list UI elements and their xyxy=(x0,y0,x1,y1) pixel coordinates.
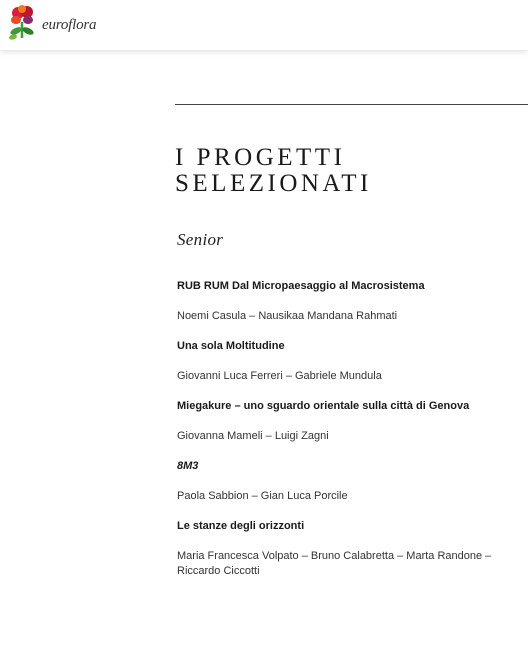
logo-text: euroflora xyxy=(42,17,97,33)
site-header xyxy=(0,0,528,50)
project-authors: Maria Francesca Volpato – Bruno Calabretta – Marta Randone – Riccardo Ciccotti xyxy=(177,550,492,577)
project-item xyxy=(177,459,522,504)
section-title-senior: Senior xyxy=(177,230,224,249)
project-title: Le stanze degli orizzonti xyxy=(177,520,305,532)
page-title-line-2: SELEZIONATI xyxy=(175,170,372,197)
project-authors: Giovanna Mameli – Luigi Zagni xyxy=(177,430,329,442)
project-title: Miegakure – uno sguardo orientale sulla città di Genova xyxy=(177,400,470,412)
project-item xyxy=(177,339,522,384)
project-item xyxy=(177,279,522,324)
top-divider xyxy=(175,104,528,105)
project-item xyxy=(177,519,522,579)
euroflora-logo-link[interactable] xyxy=(8,4,113,46)
project-authors: Noemi Casula – Nausikaa Mandana Rahmati xyxy=(177,310,398,322)
project-item xyxy=(177,399,522,444)
project-title: RUB RUM Dal Micropaesaggio al Macrosistema xyxy=(177,280,425,292)
project-title: Una sola Moltitudine xyxy=(177,340,285,352)
flower-logo-icon xyxy=(8,4,38,46)
project-authors: Giovanni Luca Ferreri – Gabriele Mundula xyxy=(177,370,382,382)
page-title-line-1: I PROGETTI xyxy=(175,144,346,171)
project-authors: Paola Sabbion – Gian Luca Porcile xyxy=(177,490,348,502)
page-title xyxy=(175,145,515,197)
project-title: 8M3 xyxy=(177,460,199,472)
project-list xyxy=(177,279,522,594)
